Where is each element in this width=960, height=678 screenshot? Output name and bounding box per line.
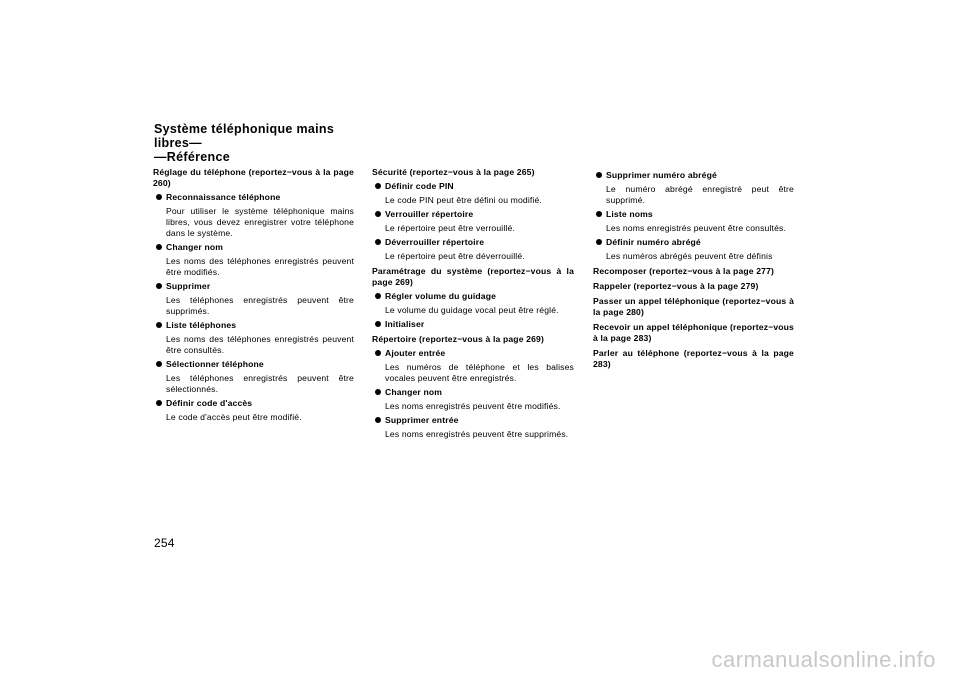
- item-title: [385, 348, 574, 359]
- bullet-icon: [595, 171, 603, 179]
- section-heading: Passer un appel téléphonique (reportez−vous à la page 280): [593, 296, 794, 317]
- bullet-icon: [155, 321, 163, 329]
- item-title-text: Liste noms: [606, 209, 653, 219]
- item-title: [385, 291, 574, 302]
- item-title-text: Changer nom: [385, 387, 443, 397]
- bullet-icon: [374, 182, 382, 190]
- section-heading: Recomposer (reportez−vous à la page 277): [593, 266, 775, 276]
- section-heading: Réglage du téléphone (reportez−vous à la page 260): [153, 167, 354, 188]
- list-item: [153, 242, 354, 278]
- page-title-line: Système téléphonique mains: [154, 122, 335, 136]
- item-title-text: Supprimer entrée: [385, 415, 459, 425]
- list-item: [153, 359, 354, 395]
- item-title-text: Définir numéro abrégé: [606, 237, 701, 247]
- item-description: Le numéro abrégé enregistré peut être supprimé.: [606, 184, 794, 205]
- item-title: [385, 237, 574, 248]
- item-description: Les téléphones enregistrés peuvent être supprimés.: [166, 295, 354, 316]
- item-title: [166, 359, 354, 370]
- item-title: [166, 398, 354, 409]
- item-description: Le répertoire peut être verrouillé.: [385, 223, 515, 233]
- list-item: [593, 170, 794, 206]
- bullet-icon: [155, 399, 163, 407]
- list-item: [372, 209, 574, 234]
- bullet-icon: [155, 360, 163, 368]
- item-title-text: Définir code PIN: [385, 181, 454, 191]
- list-item: [593, 237, 794, 262]
- item-description: Le répertoire peut être déverrouillé.: [385, 251, 525, 261]
- bullet-icon: [155, 243, 163, 251]
- item-description: Les noms des téléphones enregistrés peuvent être modifiés.: [166, 256, 354, 277]
- bullet-icon: [374, 416, 382, 424]
- list-item: [372, 181, 574, 206]
- bullet-icon: [374, 210, 382, 218]
- item-description: Le volume du guidage vocal peut être réglé.: [385, 305, 559, 315]
- list-item: [372, 319, 574, 330]
- item-title-text: Supprimer numéro abrégé: [606, 170, 717, 180]
- list-item: [372, 348, 574, 384]
- item-title-text: Supprimer: [166, 281, 211, 291]
- item-title: [166, 192, 354, 203]
- list-item: [153, 192, 354, 239]
- item-title: [385, 387, 574, 398]
- item-title: [385, 415, 574, 426]
- column-2: [372, 167, 574, 443]
- page-title-line: libres—: [154, 136, 202, 150]
- list-item: [372, 237, 574, 262]
- item-description: Les numéros abrégés peuvent être définis: [606, 251, 773, 261]
- item-title: [385, 209, 574, 220]
- bullet-icon: [374, 320, 382, 328]
- page-number: 254: [154, 536, 175, 550]
- item-title: [385, 319, 574, 330]
- bullet-icon: [155, 282, 163, 290]
- item-description: Le code d'accès peut être modifié.: [166, 412, 302, 422]
- section-heading: Rappeler (reportez−vous à la page 279): [593, 281, 759, 291]
- list-item: [153, 281, 354, 317]
- item-title-text: Sélectionner téléphone: [166, 359, 264, 369]
- bullet-icon: [374, 238, 382, 246]
- list-item: [153, 320, 354, 356]
- section-heading: Recevoir un appel téléphonique (reportez−vous à la page 283): [593, 322, 794, 343]
- bullet-icon: [374, 349, 382, 357]
- column-3: [593, 167, 794, 373]
- item-title-text: Définir code d'accès: [166, 398, 253, 408]
- item-description: Les téléphones enregistrés peuvent être sélectionnés.: [166, 373, 354, 394]
- bullet-icon: [374, 292, 382, 300]
- item-description: Les noms enregistrés peuvent être consultés.: [606, 223, 787, 233]
- item-title-text: Verrouiller répertoire: [385, 209, 474, 219]
- list-item: [153, 398, 354, 423]
- watermark: carmanualsonline.info: [711, 647, 936, 672]
- bullet-icon: [155, 193, 163, 201]
- section-heading: Sécurité (reportez−vous à la page 265): [372, 167, 535, 177]
- item-title: [606, 237, 794, 248]
- item-description: Les noms enregistrés peuvent être modifiés.: [385, 401, 561, 411]
- list-item: [372, 387, 574, 412]
- item-description: Le code PIN peut être défini ou modifié.: [385, 195, 542, 205]
- list-item: [593, 209, 794, 234]
- item-title: [606, 209, 794, 220]
- item-title: [606, 170, 794, 181]
- item-title: [166, 281, 354, 292]
- item-title: [166, 320, 354, 331]
- page-title: [154, 122, 364, 164]
- bullet-icon: [595, 238, 603, 246]
- item-title-text: Changer nom: [166, 242, 224, 252]
- bullet-icon: [595, 210, 603, 218]
- list-item: [372, 415, 574, 440]
- page-title-line: —Référence: [154, 150, 230, 164]
- section-heading: Paramétrage du système (reportez−vous à la page 269): [372, 266, 574, 287]
- item-title: [385, 181, 574, 192]
- bullet-icon: [374, 388, 382, 396]
- item-description: Les noms enregistrés peuvent être supprimés.: [385, 429, 569, 439]
- column-1: [153, 167, 354, 426]
- item-title: [166, 242, 354, 253]
- list-item: [372, 291, 574, 316]
- item-title-text: Régler volume du guidage: [385, 291, 497, 301]
- item-title-text: Liste téléphones: [166, 320, 237, 330]
- item-description: Les numéros de téléphone et les balises vocales peuvent être enregistrés.: [385, 362, 574, 383]
- section-heading: Parler au téléphone (reportez−vous à la page 283): [593, 348, 794, 369]
- item-title-text: Initialiser: [385, 319, 425, 329]
- item-description: Les noms des téléphones enregistrés peuvent être consultés.: [166, 334, 354, 355]
- item-title-text: Reconnaissance téléphone: [166, 192, 281, 202]
- item-title-text: Déverrouiller répertoire: [385, 237, 485, 247]
- item-title-text: Ajouter entrée: [385, 348, 446, 358]
- section-heading: Répertoire (reportez−vous à la page 269): [372, 334, 544, 344]
- item-description: Pour utiliser le système téléphonique mains libres, vous devez enregistrer votre téléphone dans le système.: [166, 206, 354, 238]
